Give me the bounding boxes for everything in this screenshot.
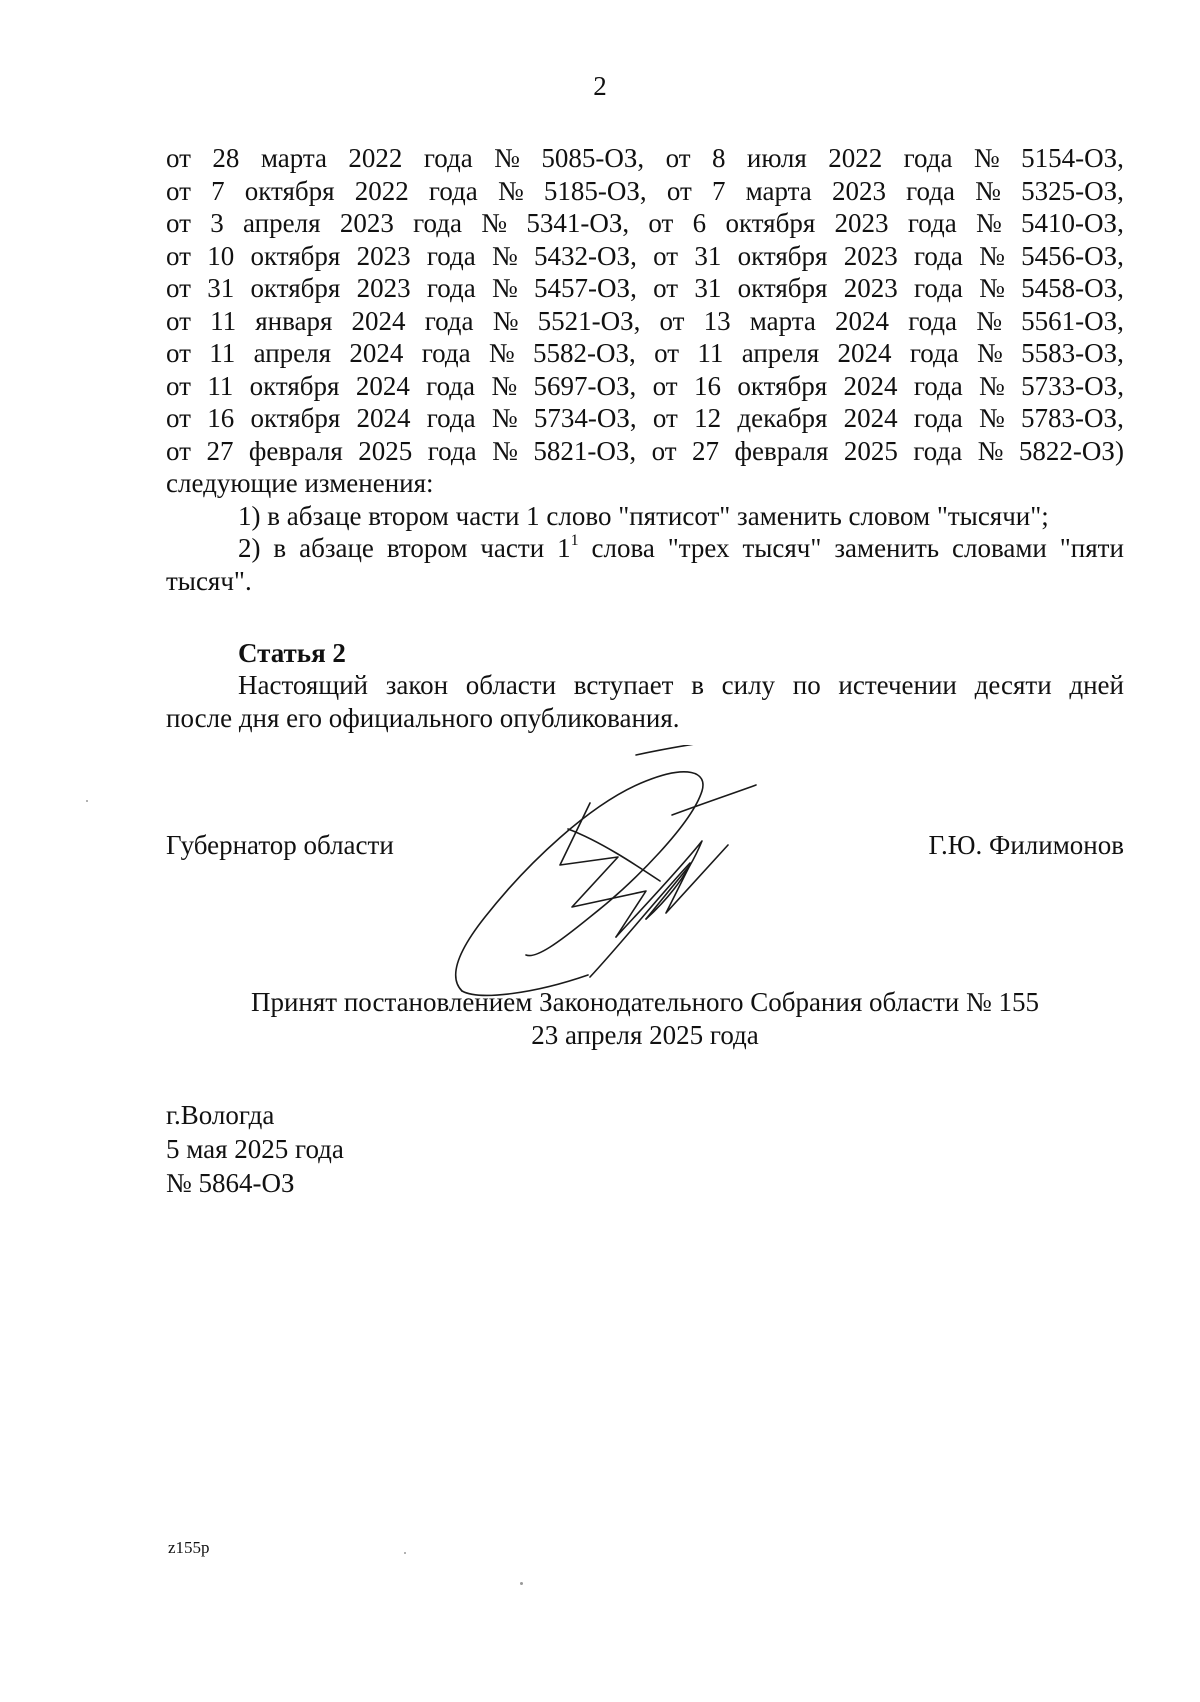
amendment-word: 11 xyxy=(209,338,236,368)
amendment-word: года xyxy=(913,435,963,466)
amendment-word: 2023 xyxy=(831,175,886,206)
signatory-name: Г.Ю. Филимонов xyxy=(928,830,1124,860)
amendment-word: 2024 xyxy=(835,305,890,336)
amendment-word: от xyxy=(666,175,692,206)
amendment-word: года xyxy=(907,208,957,238)
amendment-word: года xyxy=(426,273,476,303)
amendment-word: от xyxy=(654,338,680,368)
change-word: 2) xyxy=(238,533,261,563)
amendment-word: 2023 xyxy=(356,273,411,303)
article-word: вступает xyxy=(573,670,674,700)
amendment-word: 31 xyxy=(207,273,235,303)
article-body xyxy=(166,669,1124,734)
amendment-word: 5410-ОЗ, xyxy=(1021,208,1124,238)
article-word: в xyxy=(691,670,704,700)
amendment-word: № xyxy=(497,175,524,206)
amendment-word: № xyxy=(976,305,1002,336)
amendment-word: года xyxy=(423,143,473,173)
scan-speck xyxy=(520,1582,523,1585)
amendment-word: года xyxy=(913,240,963,271)
amendment-word: № xyxy=(481,208,508,238)
amendment-word: года xyxy=(426,370,476,401)
amendment-word: 5154-ОЗ, xyxy=(1021,143,1124,173)
scan-speck xyxy=(86,800,88,802)
amendment-word: № xyxy=(975,208,1002,238)
amendment-word: 2022 xyxy=(354,175,409,206)
amendment-word: № xyxy=(977,338,1003,368)
amendment-word: апреля xyxy=(253,338,332,368)
amendment-list xyxy=(166,142,1124,467)
amendment-word: года xyxy=(426,240,476,271)
amendment-word: октября xyxy=(244,175,335,206)
amendment-word: 28 xyxy=(212,143,240,173)
amendment-word: от xyxy=(652,403,678,433)
amendment-word: № xyxy=(492,435,518,466)
amendment-word: 2023 xyxy=(834,208,889,238)
amendment-word: 2023 xyxy=(339,208,394,238)
amendment-word: 11 xyxy=(207,370,234,401)
part-number-base: 1 xyxy=(557,533,571,563)
amendment-word: 2023 xyxy=(843,273,898,303)
amendment-word: № xyxy=(491,403,518,433)
adoption-line-1: Принят постановлением Законодательного Собрания области № 155 xyxy=(250,987,1040,1017)
part-number-superscript: 1 xyxy=(570,532,579,549)
amendment-word: 2024 xyxy=(355,370,410,401)
amendment-word: апреля xyxy=(741,338,820,368)
amendment-word: № xyxy=(975,175,1001,206)
amendment-word: 5456-ОЗ, xyxy=(1021,240,1124,271)
amendment-line xyxy=(166,207,1124,240)
amendment-word: от xyxy=(166,208,191,238)
amendment-word: 10 xyxy=(207,240,235,271)
amendment-line xyxy=(166,370,1124,403)
amendment-word: от xyxy=(653,273,679,303)
article-word: истечении xyxy=(838,670,957,700)
amendment-word: № xyxy=(494,143,520,173)
amendment-word: 2023 xyxy=(843,240,898,271)
amendment-word: 5583-ОЗ, xyxy=(1021,338,1124,368)
amendment-line xyxy=(166,142,1124,175)
amendment-word: 12 xyxy=(694,403,722,433)
amendment-word: от xyxy=(166,305,191,336)
amendment-line xyxy=(166,175,1124,208)
amendment-word: года xyxy=(909,338,959,368)
amendment-word: от xyxy=(648,208,674,238)
amendment-word: года xyxy=(413,208,462,238)
amendment-word: 5733-ОЗ, xyxy=(1021,370,1124,401)
amendment-word: 5734-ОЗ, xyxy=(533,403,637,433)
change-word: в xyxy=(273,533,287,563)
amendment-word: октября xyxy=(737,273,828,303)
amendment-word: № xyxy=(979,273,1005,303)
amendment-word: от xyxy=(166,370,191,401)
amendment-word: октября xyxy=(725,208,816,238)
amendment-word: марта xyxy=(260,143,327,173)
adoption-line-2: 23 апреля 2025 года xyxy=(531,1020,759,1050)
amendment-word: 11 xyxy=(697,338,724,368)
amendment-word: № xyxy=(977,435,1004,466)
amendment-word: от xyxy=(651,435,677,466)
article-word: по xyxy=(792,670,821,700)
amendment-word: 2024 xyxy=(356,403,411,433)
city: г.Вологда xyxy=(166,1100,275,1130)
amendment-word: № xyxy=(488,338,515,368)
article-word: области xyxy=(465,670,557,700)
amendment-paragraph xyxy=(166,142,1124,597)
amendment-word: октября xyxy=(250,240,341,271)
amendment-word: года xyxy=(908,305,958,336)
amendment-word: № xyxy=(491,370,518,401)
amendment-word: 5457-ОЗ, xyxy=(534,273,637,303)
amendment-word: 11 xyxy=(210,305,237,336)
amendment-word: 27 xyxy=(206,435,234,466)
article-heading: Статья 2 xyxy=(238,638,346,668)
amendment-word: 2022 xyxy=(828,143,883,173)
amendment-word: 27 xyxy=(692,435,720,466)
amendment-word: от xyxy=(166,143,191,173)
amendment-word: 16 xyxy=(693,370,721,401)
amendment-word: февраля xyxy=(734,435,829,466)
article-word: закон xyxy=(385,670,449,700)
amendment-word: от xyxy=(166,240,191,271)
change-word: втором xyxy=(386,533,468,563)
amendment-word: 7 xyxy=(711,175,726,206)
amendment-word: года xyxy=(913,273,963,303)
amendment-word: года xyxy=(428,175,478,206)
adoption-note xyxy=(166,986,1124,1052)
amendment-word: года xyxy=(906,175,955,206)
amendment-word: № xyxy=(492,273,518,303)
amendment-word: 2024 xyxy=(843,403,898,433)
article-word: дней xyxy=(1069,670,1124,700)
amendment-word: от xyxy=(652,370,678,401)
amendment-word: № xyxy=(492,305,519,336)
amendment-word: марта xyxy=(745,175,812,206)
change-item-2 xyxy=(166,532,1124,565)
amendment-word: 2024 xyxy=(351,305,406,336)
amendment-word: от xyxy=(653,240,679,271)
amendment-line xyxy=(166,305,1124,338)
amendment-line xyxy=(166,337,1124,370)
amendment-word: 5783-ОЗ, xyxy=(1021,403,1124,433)
article-body-line-2: после дня его официального опубликования. xyxy=(166,702,680,733)
amendment-word: от xyxy=(166,175,191,206)
amendment-word: 5325-ОЗ, xyxy=(1021,175,1124,206)
change-word: заменить xyxy=(834,533,940,563)
change-word: части xyxy=(480,533,545,563)
change-word: абзаце xyxy=(299,533,374,563)
law-number: № 5864-ОЗ xyxy=(166,1168,295,1198)
place-date-number xyxy=(166,1098,344,1200)
signing-date: 5 мая 2025 года xyxy=(166,1134,344,1164)
amendment-word: года xyxy=(903,143,953,173)
amendment-word: 31 xyxy=(694,240,722,271)
amendment-word: 5821-ОЗ, xyxy=(533,435,637,466)
page-number: 2 xyxy=(593,71,607,101)
amendment-word: 2024 xyxy=(837,338,892,368)
article-word: Настоящий xyxy=(238,670,369,700)
amendment-word: 5341-ОЗ, xyxy=(526,208,630,238)
part-number xyxy=(557,532,579,565)
amendment-word: года xyxy=(421,338,471,368)
amendment-word: от xyxy=(166,435,191,466)
change-word: тысяч" xyxy=(742,533,822,563)
amendment-word: октября xyxy=(250,403,341,433)
change-item-2-continuation: тысяч". xyxy=(166,565,252,596)
amendment-word: 5582-ОЗ, xyxy=(533,338,636,368)
amendment-word: октября xyxy=(249,370,340,401)
amendment-word: февраля xyxy=(248,435,343,466)
amendment-word: 2023 xyxy=(356,240,411,271)
amendment-word: января xyxy=(255,305,333,336)
amendment-line xyxy=(166,272,1124,305)
amendment-word: № xyxy=(979,370,1005,401)
amendment-word: октября xyxy=(250,273,341,303)
article-word: силу xyxy=(721,670,776,700)
amendment-word: 5822-ОЗ) xyxy=(1018,435,1124,466)
amendment-word: 8 xyxy=(711,143,726,173)
article-body-line-1 xyxy=(166,669,1124,702)
amendment-word: июля xyxy=(746,143,807,173)
amendment-line xyxy=(166,435,1124,468)
amendment-word: года xyxy=(427,435,477,466)
amendment-word: 31 xyxy=(694,273,722,303)
amendment-word: 13 xyxy=(703,305,731,336)
amendment-word: 16 xyxy=(207,403,235,433)
amendment-word: 2024 xyxy=(843,370,898,401)
amendment-word: 3 xyxy=(210,208,224,238)
change-word: "трех xyxy=(667,533,730,563)
amendment-word: от xyxy=(665,143,691,173)
change-item-1: 1) в абзаце втором части 1 слово "пятисот" заменить словом "тысячи"; xyxy=(238,500,1049,531)
amendment-word: года xyxy=(424,305,474,336)
amendment-word: от xyxy=(166,403,191,433)
amendment-word: октября xyxy=(737,370,828,401)
amendment-word: № xyxy=(979,240,1005,271)
amendment-line xyxy=(166,402,1124,435)
amendment-word: 5697-ОЗ, xyxy=(533,370,637,401)
amendment-word: года xyxy=(913,370,963,401)
amendment-word: 5432-ОЗ, xyxy=(534,240,637,271)
amendment-word: 7 xyxy=(211,175,225,206)
document-code: z155p xyxy=(168,1538,210,1557)
amendment-word: 5185-ОЗ, xyxy=(543,175,647,206)
amendment-word: № xyxy=(973,143,1000,173)
amendment-word: марта xyxy=(749,305,816,336)
amendment-word: года xyxy=(426,403,476,433)
amendment-word: 6 xyxy=(692,208,707,238)
changes-intro: следующие изменения: xyxy=(166,468,434,498)
change-word: "пяти xyxy=(1059,533,1124,563)
amendment-word: 5561-ОЗ, xyxy=(1021,305,1124,336)
amendment-word: 2025 xyxy=(843,435,898,466)
amendment-word: 5085-ОЗ, xyxy=(541,143,645,173)
amendment-word: года xyxy=(913,403,963,433)
scan-speck xyxy=(404,1552,406,1554)
change-word: словами xyxy=(951,533,1047,563)
amendment-word: декабря xyxy=(737,403,828,433)
amendment-word: № xyxy=(492,240,518,271)
amendment-word: октября xyxy=(737,240,828,271)
handwritten-signature xyxy=(440,745,860,1000)
signatory-title: Губернатор области xyxy=(166,830,394,860)
amendment-word: 5458-ОЗ, xyxy=(1021,273,1124,303)
amendment-line xyxy=(166,240,1124,273)
amendment-word: 5521-ОЗ, xyxy=(537,305,641,336)
amendment-word: от xyxy=(166,273,191,303)
amendment-word: 2022 xyxy=(348,143,403,173)
article-word: десяти xyxy=(974,670,1052,700)
amendment-word: 2025 xyxy=(358,435,413,466)
amendment-word: апреля xyxy=(243,208,321,238)
amendment-word: от xyxy=(166,338,191,368)
amendment-word: № xyxy=(979,403,1005,433)
change-word: слова xyxy=(591,533,655,563)
amendment-word: от xyxy=(659,305,685,336)
amendment-word: 2024 xyxy=(349,338,404,368)
